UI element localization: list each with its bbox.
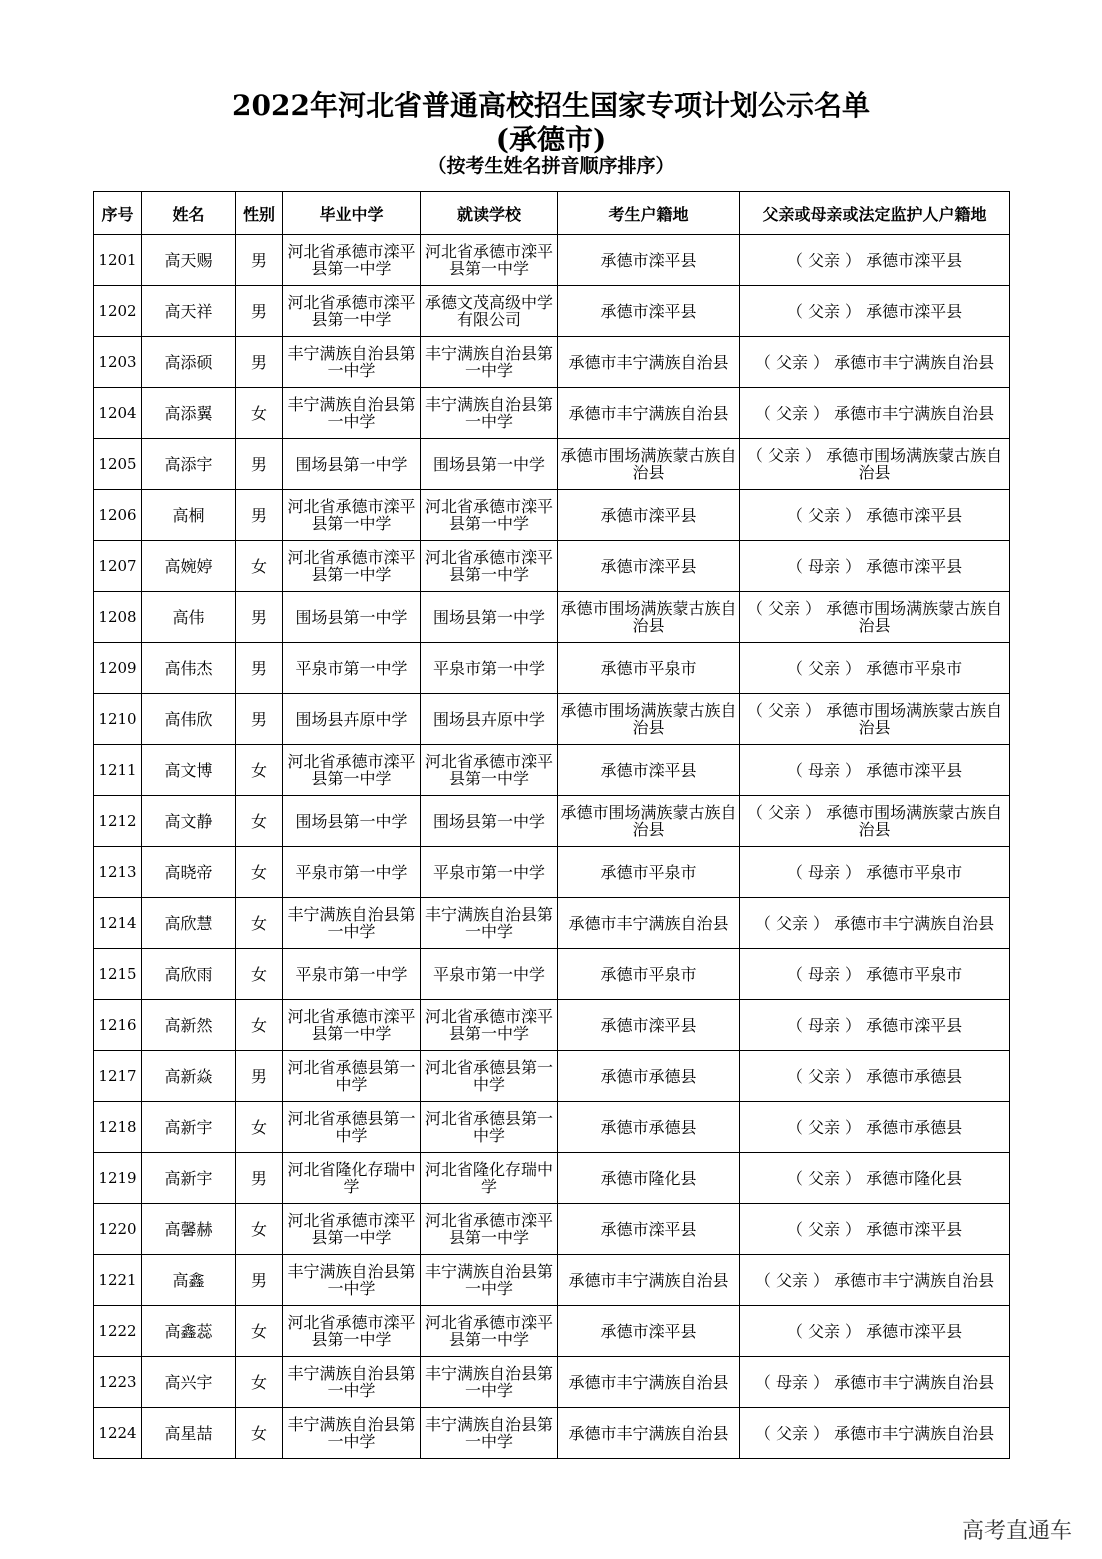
cell-graduation-school: 河北省承德县第一中学	[283, 1102, 421, 1153]
cell-guardian-residence: （ 父亲 ） 承德市围场满族蒙古族自治县	[740, 439, 1010, 490]
cell-name: 高添宇	[142, 439, 236, 490]
cell-student-residence: 承德市围场满族蒙古族自治县	[558, 592, 740, 643]
cell-guardian-residence: （ 母亲 ） 承德市平泉市	[740, 847, 1010, 898]
cell-name: 高新宇	[142, 1153, 236, 1204]
cell-graduation-school: 河北省承德市滦平县第一中学	[283, 541, 421, 592]
cell-serial: 1212	[94, 796, 142, 847]
cell-name: 高添硕	[142, 337, 236, 388]
table-row	[94, 847, 1010, 898]
cell-gender: 男	[236, 1255, 283, 1306]
cell-current-school: 河北省承德市滦平县第一中学	[421, 490, 558, 541]
header-gender: 性别	[236, 192, 283, 235]
cell-gender: 男	[236, 592, 283, 643]
cell-serial: 1213	[94, 847, 142, 898]
cell-current-school: 承德文茂高级中学有限公司	[421, 286, 558, 337]
cell-serial: 1209	[94, 643, 142, 694]
cell-gender: 女	[236, 1306, 283, 1357]
header-current-school: 就读学校	[421, 192, 558, 235]
cell-name: 高鑫蕊	[142, 1306, 236, 1357]
cell-gender: 女	[236, 1000, 283, 1051]
cell-current-school: 河北省承德县第一中学	[421, 1051, 558, 1102]
cell-current-school: 丰宁满族自治县第一中学	[421, 898, 558, 949]
cell-gender: 女	[236, 796, 283, 847]
cell-gender: 女	[236, 898, 283, 949]
cell-name: 高文静	[142, 796, 236, 847]
cell-graduation-school: 丰宁满族自治县第一中学	[283, 898, 421, 949]
cell-student-residence: 承德市平泉市	[558, 847, 740, 898]
cell-guardian-residence: （ 父亲 ） 承德市滦平县	[740, 1306, 1010, 1357]
cell-graduation-school: 平泉市第一中学	[283, 949, 421, 1000]
cell-gender: 女	[236, 1102, 283, 1153]
table-row	[94, 643, 1010, 694]
cell-gender: 男	[236, 337, 283, 388]
cell-serial: 1210	[94, 694, 142, 745]
cell-guardian-residence: （ 父亲 ） 承德市丰宁满族自治县	[740, 1408, 1010, 1459]
document-sort-note: （按考生姓名拼音顺序排序）	[427, 155, 675, 177]
cell-student-residence: 承德市承德县	[558, 1051, 740, 1102]
cell-student-residence: 承德市滦平县	[558, 286, 740, 337]
cell-name: 高伟	[142, 592, 236, 643]
cell-current-school: 河北省承德市滦平县第一中学	[421, 1000, 558, 1051]
table-row	[94, 1051, 1010, 1102]
cell-current-school: 围场县第一中学	[421, 796, 558, 847]
cell-graduation-school: 丰宁满族自治县第一中学	[283, 337, 421, 388]
table-row	[94, 1408, 1010, 1459]
cell-name: 高天祥	[142, 286, 236, 337]
cell-gender: 男	[236, 490, 283, 541]
cell-current-school: 河北省承德市滦平县第一中学	[421, 541, 558, 592]
cell-current-school: 河北省承德市滦平县第一中学	[421, 1204, 558, 1255]
cell-serial: 1204	[94, 388, 142, 439]
cell-guardian-residence: （ 父亲 ） 承德市丰宁满族自治县	[740, 337, 1010, 388]
cell-current-school: 丰宁满族自治县第一中学	[421, 388, 558, 439]
header-serial: 序号	[94, 192, 142, 235]
cell-serial: 1224	[94, 1408, 142, 1459]
cell-student-residence: 承德市滦平县	[558, 1000, 740, 1051]
cell-student-residence: 承德市滦平县	[558, 235, 740, 286]
cell-gender: 女	[236, 1357, 283, 1408]
header-graduation-school: 毕业中学	[283, 192, 421, 235]
cell-name: 高伟欣	[142, 694, 236, 745]
cell-guardian-residence: （ 父亲 ） 承德市滦平县	[740, 235, 1010, 286]
cell-current-school: 丰宁满族自治县第一中学	[421, 1408, 558, 1459]
cell-student-residence: 承德市丰宁满族自治县	[558, 337, 740, 388]
cell-student-residence: 承德市丰宁满族自治县	[558, 898, 740, 949]
cell-graduation-school: 河北省承德市滦平县第一中学	[283, 490, 421, 541]
cell-graduation-school: 河北省承德市滦平县第一中学	[283, 1204, 421, 1255]
cell-graduation-school: 围场县卉原中学	[283, 694, 421, 745]
cell-name: 高欣慧	[142, 898, 236, 949]
cell-guardian-residence: （ 母亲 ） 承德市滦平县	[740, 541, 1010, 592]
cell-serial: 1207	[94, 541, 142, 592]
cell-gender: 女	[236, 1408, 283, 1459]
cell-gender: 女	[236, 949, 283, 1000]
document-title: 2022年河北省普通高校招生国家专项计划公示名单	[232, 89, 870, 122]
cell-graduation-school: 围场县第一中学	[283, 439, 421, 490]
cell-gender: 女	[236, 847, 283, 898]
cell-gender: 男	[236, 235, 283, 286]
cell-current-school: 丰宁满族自治县第一中学	[421, 1255, 558, 1306]
cell-student-residence: 承德市隆化县	[558, 1153, 740, 1204]
cell-serial: 1211	[94, 745, 142, 796]
cell-name: 高馨赫	[142, 1204, 236, 1255]
cell-graduation-school: 丰宁满族自治县第一中学	[283, 1255, 421, 1306]
table-row	[94, 1357, 1010, 1408]
cell-current-school: 河北省承德市滦平县第一中学	[421, 745, 558, 796]
cell-gender: 男	[236, 286, 283, 337]
cell-serial: 1216	[94, 1000, 142, 1051]
cell-guardian-residence: （ 父亲 ） 承德市承德县	[740, 1102, 1010, 1153]
cell-name: 高兴宇	[142, 1357, 236, 1408]
cell-name: 高文博	[142, 745, 236, 796]
cell-guardian-residence: （ 父亲 ） 承德市平泉市	[740, 643, 1010, 694]
cell-gender: 女	[236, 745, 283, 796]
table-row	[94, 1102, 1010, 1153]
table-row	[94, 898, 1010, 949]
cell-current-school: 平泉市第一中学	[421, 949, 558, 1000]
cell-guardian-residence: （ 父亲 ） 承德市滦平县	[740, 286, 1010, 337]
cell-graduation-school: 河北省隆化存瑞中学	[283, 1153, 421, 1204]
cell-serial: 1202	[94, 286, 142, 337]
cell-serial: 1221	[94, 1255, 142, 1306]
cell-gender: 男	[236, 1051, 283, 1102]
cell-guardian-residence: （ 父亲 ） 承德市隆化县	[740, 1153, 1010, 1204]
cell-name: 高添翼	[142, 388, 236, 439]
table-row	[94, 337, 1010, 388]
cell-gender: 女	[236, 388, 283, 439]
cell-serial: 1219	[94, 1153, 142, 1204]
table-row	[94, 1306, 1010, 1357]
cell-guardian-residence: （ 父亲 ） 承德市围场满族蒙古族自治县	[740, 694, 1010, 745]
cell-student-residence: 承德市围场满族蒙古族自治县	[558, 796, 740, 847]
cell-current-school: 河北省承德县第一中学	[421, 1102, 558, 1153]
document-subtitle-city: (承德市)	[495, 123, 607, 156]
cell-serial: 1223	[94, 1357, 142, 1408]
table-row	[94, 541, 1010, 592]
cell-current-school: 围场县第一中学	[421, 439, 558, 490]
cell-name: 高晓帝	[142, 847, 236, 898]
cell-guardian-residence: （ 父亲 ） 承德市滦平县	[740, 1204, 1010, 1255]
cell-student-residence: 承德市丰宁满族自治县	[558, 1357, 740, 1408]
cell-graduation-school: 围场县第一中学	[283, 796, 421, 847]
cell-current-school: 围场县卉原中学	[421, 694, 558, 745]
cell-gender: 男	[236, 643, 283, 694]
cell-graduation-school: 河北省承德市滦平县第一中学	[283, 1000, 421, 1051]
table-row	[94, 235, 1010, 286]
cell-guardian-residence: （ 父亲 ） 承德市承德县	[740, 1051, 1010, 1102]
cell-current-school: 平泉市第一中学	[421, 847, 558, 898]
cell-guardian-residence: （ 母亲 ） 承德市平泉市	[740, 949, 1010, 1000]
table-header-row	[94, 192, 1010, 235]
cell-graduation-school: 围场县第一中学	[283, 592, 421, 643]
cell-name: 高新宇	[142, 1102, 236, 1153]
table-row	[94, 439, 1010, 490]
cell-student-residence: 承德市滦平县	[558, 1204, 740, 1255]
cell-graduation-school: 河北省承德市滦平县第一中学	[283, 235, 421, 286]
watermark: 高考直通车	[961, 1519, 1072, 1544]
table-row	[94, 592, 1010, 643]
roster-table	[93, 191, 1010, 1459]
cell-gender: 男	[236, 1153, 283, 1204]
cell-current-school: 丰宁满族自治县第一中学	[421, 337, 558, 388]
cell-gender: 男	[236, 439, 283, 490]
cell-student-residence: 承德市承德县	[558, 1102, 740, 1153]
cell-name: 高伟杰	[142, 643, 236, 694]
header-name: 姓名	[142, 192, 236, 235]
cell-name: 高新焱	[142, 1051, 236, 1102]
cell-graduation-school: 丰宁满族自治县第一中学	[283, 1408, 421, 1459]
cell-serial: 1206	[94, 490, 142, 541]
cell-serial: 1203	[94, 337, 142, 388]
header-guardian-residence: 父亲或母亲或法定监护人户籍地	[740, 192, 1010, 235]
cell-serial: 1214	[94, 898, 142, 949]
cell-guardian-residence: （ 父亲 ） 承德市丰宁满族自治县	[740, 388, 1010, 439]
table-row	[94, 949, 1010, 1000]
cell-student-residence: 承德市滦平县	[558, 1306, 740, 1357]
cell-student-residence: 承德市丰宁满族自治县	[558, 1408, 740, 1459]
cell-name: 高星喆	[142, 1408, 236, 1459]
cell-current-school: 围场县第一中学	[421, 592, 558, 643]
cell-current-school: 丰宁满族自治县第一中学	[421, 1357, 558, 1408]
cell-name: 高新然	[142, 1000, 236, 1051]
cell-graduation-school: 河北省承德市滦平县第一中学	[283, 745, 421, 796]
cell-graduation-school: 河北省承德市滦平县第一中学	[283, 286, 421, 337]
cell-student-residence: 承德市滦平县	[558, 490, 740, 541]
cell-guardian-residence: （ 母亲 ） 承德市丰宁满族自治县	[740, 1357, 1010, 1408]
cell-guardian-residence: （ 父亲 ） 承德市丰宁满族自治县	[740, 1255, 1010, 1306]
cell-guardian-residence: （ 父亲 ） 承德市围场满族蒙古族自治县	[740, 592, 1010, 643]
cell-gender: 女	[236, 541, 283, 592]
cell-current-school: 河北省承德市滦平县第一中学	[421, 1306, 558, 1357]
cell-student-residence: 承德市丰宁满族自治县	[558, 388, 740, 439]
cell-serial: 1201	[94, 235, 142, 286]
cell-current-school: 平泉市第一中学	[421, 643, 558, 694]
cell-graduation-school: 丰宁满族自治县第一中学	[283, 388, 421, 439]
cell-name: 高婉婷	[142, 541, 236, 592]
cell-student-residence: 承德市滦平县	[558, 541, 740, 592]
cell-current-school: 河北省承德市滦平县第一中学	[421, 235, 558, 286]
cell-student-residence: 承德市围场满族蒙古族自治县	[558, 439, 740, 490]
cell-graduation-school: 平泉市第一中学	[283, 847, 421, 898]
cell-gender: 男	[236, 694, 283, 745]
table-row	[94, 694, 1010, 745]
cell-serial: 1205	[94, 439, 142, 490]
table-row	[94, 490, 1010, 541]
cell-guardian-residence: （ 母亲 ） 承德市滦平县	[740, 745, 1010, 796]
table-row	[94, 796, 1010, 847]
cell-serial: 1217	[94, 1051, 142, 1102]
cell-name: 高欣雨	[142, 949, 236, 1000]
cell-student-residence: 承德市丰宁满族自治县	[558, 1255, 740, 1306]
cell-graduation-school: 河北省承德县第一中学	[283, 1051, 421, 1102]
cell-name: 高桐	[142, 490, 236, 541]
roster-body	[94, 235, 1010, 1459]
table-row	[94, 1255, 1010, 1306]
cell-name: 高鑫	[142, 1255, 236, 1306]
table-row	[94, 1204, 1010, 1255]
table-row	[94, 1153, 1010, 1204]
cell-gender: 女	[236, 1204, 283, 1255]
cell-guardian-residence: （ 父亲 ） 承德市滦平县	[740, 490, 1010, 541]
cell-graduation-school: 河北省承德市滦平县第一中学	[283, 1306, 421, 1357]
table-row	[94, 388, 1010, 439]
cell-student-residence: 承德市滦平县	[558, 745, 740, 796]
cell-serial: 1218	[94, 1102, 142, 1153]
cell-student-residence: 承德市平泉市	[558, 643, 740, 694]
cell-serial: 1208	[94, 592, 142, 643]
cell-graduation-school: 丰宁满族自治县第一中学	[283, 1357, 421, 1408]
table-row	[94, 286, 1010, 337]
table-row	[94, 1000, 1010, 1051]
cell-student-residence: 承德市围场满族蒙古族自治县	[558, 694, 740, 745]
cell-serial: 1215	[94, 949, 142, 1000]
header-student-residence: 考生户籍地	[558, 192, 740, 235]
cell-guardian-residence: （ 父亲 ） 承德市围场满族蒙古族自治县	[740, 796, 1010, 847]
cell-graduation-school: 平泉市第一中学	[283, 643, 421, 694]
cell-serial: 1220	[94, 1204, 142, 1255]
cell-guardian-residence: （ 母亲 ） 承德市滦平县	[740, 1000, 1010, 1051]
cell-serial: 1222	[94, 1306, 142, 1357]
cell-student-residence: 承德市平泉市	[558, 949, 740, 1000]
cell-guardian-residence: （ 父亲 ） 承德市丰宁满族自治县	[740, 898, 1010, 949]
cell-current-school: 河北省隆化存瑞中学	[421, 1153, 558, 1204]
cell-name: 高天赐	[142, 235, 236, 286]
table-row	[94, 745, 1010, 796]
